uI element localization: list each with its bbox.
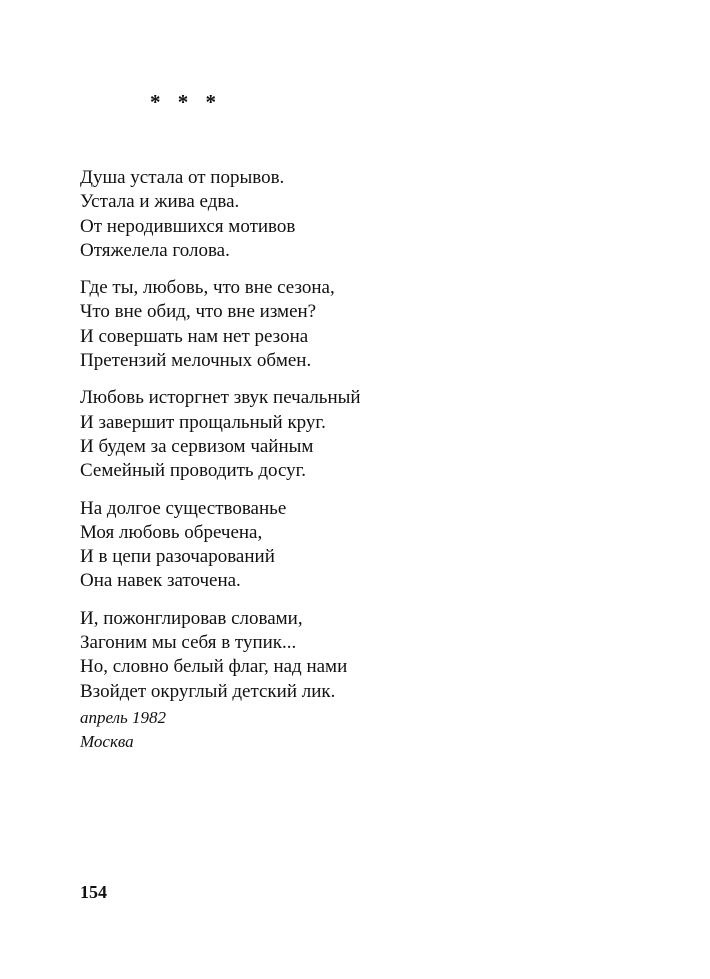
poem-line: Что вне обид, что вне измен?	[80, 301, 317, 323]
stanza-1	[80, 166, 640, 263]
stanza-4	[80, 497, 640, 594]
poem-line: Душа устала от порывов.	[80, 167, 285, 188]
section-separator: * * *	[150, 90, 222, 114]
poem-line: И будем за сервизом чайным	[80, 435, 314, 457]
poem-signature	[80, 706, 166, 754]
poem-line: Где ты, любовь, что вне сезона,	[80, 277, 335, 299]
poem	[80, 166, 640, 717]
poem-line: Моя любовь обречена,	[80, 521, 263, 543]
poem-line: Семейный проводить досуг.	[80, 460, 307, 482]
poem-line: Но, словно белый флаг, над нами	[80, 656, 348, 678]
poem-line: Любовь исторгнет звук печальный	[80, 387, 361, 409]
signature-place: Москва	[80, 732, 134, 751]
stanza-3	[80, 386, 640, 483]
poem-line: На долгое существованье	[80, 497, 287, 519]
poem-line: И в цепи разочарований	[80, 546, 275, 568]
signature-date: апрель 1982	[80, 708, 167, 727]
poem-line: Устала и жива едва.	[80, 191, 240, 213]
stanza-5	[80, 607, 640, 704]
poem-line: Взойдет округлый детский лик.	[80, 680, 336, 702]
poem-line: От неродившихся мотивов	[80, 215, 296, 237]
page-number: 154	[80, 882, 107, 902]
poem-line: Она навек заточена.	[80, 570, 241, 592]
poem-line: И завершит прощальный круг.	[80, 411, 326, 433]
poem-line: Отяжелела голова.	[80, 239, 230, 261]
poem-line: Претензий мелочных обмен.	[80, 350, 312, 372]
poem-line: И, пожонглировав словами,	[80, 607, 303, 629]
poem-line: И совершать нам нет резона	[80, 325, 309, 347]
poem-line: Загоним мы себя в тупик...	[80, 632, 297, 654]
stanza-2	[80, 276, 640, 373]
